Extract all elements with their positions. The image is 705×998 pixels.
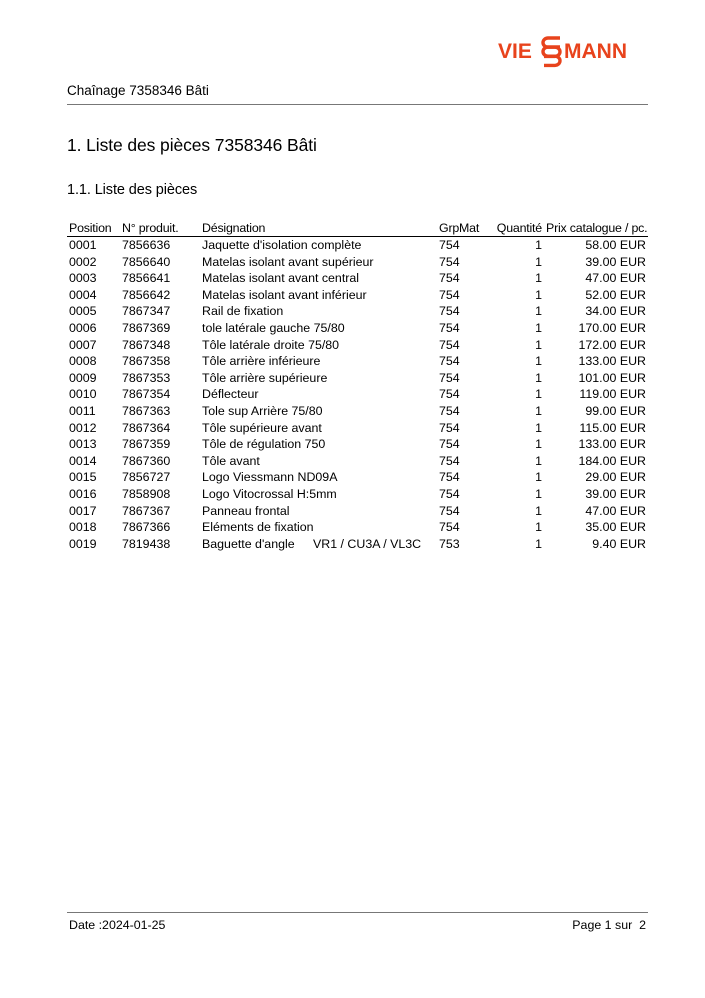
cell-designation: [200, 486, 437, 503]
cell-position: 0018: [69, 520, 97, 535]
cell-price: 184.00 EUR: [578, 453, 646, 468]
cell-designation: [200, 353, 437, 370]
cell-product-number: 7867366: [122, 520, 171, 535]
designation-text: Tôle avant: [202, 453, 260, 468]
cell-quantity: 1: [535, 520, 542, 535]
cell-price: 170.00 EUR: [578, 320, 646, 335]
cell-designation: [200, 436, 437, 453]
cell-price: 52.00 EUR: [585, 287, 646, 302]
cell-product-number: 7867353: [122, 370, 171, 385]
cell-quantity: 1: [535, 420, 542, 435]
cell-quantity: 1: [535, 370, 542, 385]
table-row: [67, 303, 648, 320]
designation-text: Matelas isolant avant inférieur: [202, 287, 367, 302]
cell-designation: [200, 370, 437, 387]
cell-price: 99.00 EUR: [585, 403, 646, 418]
table-row: [67, 519, 648, 536]
cell-quantity: 1: [535, 238, 542, 252]
viessmann-logo: [498, 34, 650, 70]
cell-position: 0014: [69, 453, 97, 468]
cell-product-number: 7856727: [122, 470, 171, 485]
designation-text: Tole sup Arrière 75/80: [202, 403, 323, 418]
cell-position: 0019: [69, 536, 97, 551]
table-row: [67, 536, 648, 553]
cell-material-group: 754: [439, 520, 460, 535]
cell-product-number: 7867359: [122, 437, 171, 452]
page-title: 1. Liste des pièces 7358346 Bâti: [67, 135, 317, 155]
table-row: [67, 287, 648, 304]
designation-text: Tôle de régulation 750: [202, 437, 326, 452]
table-row: [67, 486, 648, 503]
footer-date: Date :2024-01-25: [69, 918, 166, 932]
table-row: [67, 370, 648, 387]
header-divider: [67, 104, 648, 105]
cell-position: 0005: [69, 304, 97, 319]
designation-text: Panneau frontal: [202, 503, 290, 518]
logo-text-left: VIE: [498, 40, 532, 63]
cell-designation: [200, 469, 437, 486]
cell-material-group: 754: [439, 287, 460, 302]
cell-quantity: 1: [535, 337, 542, 352]
cell-position: 0009: [69, 370, 97, 385]
cell-designation: [200, 254, 437, 271]
cell-designation: [200, 320, 437, 337]
column-header-product-number: N° produit.: [120, 221, 200, 237]
cell-quantity: 1: [535, 354, 542, 369]
cell-price: 47.00 EUR: [585, 271, 646, 286]
cell-quantity: 1: [535, 320, 542, 335]
cell-position: 0003: [69, 271, 97, 286]
cell-price: 29.00 EUR: [585, 470, 646, 485]
cell-product-number: 7867358: [122, 354, 171, 369]
cell-product-number: 7867364: [122, 420, 171, 435]
cell-designation: [200, 386, 437, 403]
cell-product-number: 7867354: [122, 387, 171, 402]
cell-quantity: 1: [535, 437, 542, 452]
cell-material-group: 754: [439, 403, 460, 418]
cell-material-group: 754: [439, 387, 460, 402]
cell-quantity: 1: [535, 287, 542, 302]
cell-position: 0010: [69, 387, 97, 402]
cell-material-group: 754: [439, 420, 460, 435]
cell-material-group: 754: [439, 304, 460, 319]
cell-product-number: 7867367: [122, 503, 171, 518]
cell-product-number: 7867360: [122, 453, 171, 468]
cell-designation: [200, 420, 437, 437]
cell-material-group: 754: [439, 337, 460, 352]
cell-material-group: 754: [439, 453, 460, 468]
table-row: [67, 320, 648, 337]
table-row: [67, 420, 648, 437]
cell-position: 0015: [69, 470, 97, 485]
cell-price: 35.00 EUR: [585, 520, 646, 535]
cell-position: 0012: [69, 420, 97, 435]
column-header-designation: Désignation: [200, 221, 437, 237]
designation-text: Tôle supérieure avant: [202, 420, 322, 435]
designation-text: Logo Vitocrossal H:5mm: [202, 486, 337, 501]
cell-designation: [200, 237, 437, 254]
cell-material-group: 754: [439, 254, 460, 269]
cell-designation: [200, 270, 437, 287]
cell-product-number: 7856640: [122, 254, 171, 269]
cell-quantity: 1: [535, 486, 542, 501]
designation-text: Tôle latérale droite 75/80: [202, 337, 340, 352]
cell-price: 172.00 EUR: [578, 337, 646, 352]
cell-designation: [200, 403, 437, 420]
cell-price: 101.00 EUR: [578, 370, 646, 385]
cell-price: 133.00 EUR: [578, 354, 646, 369]
cell-position: 0006: [69, 320, 97, 335]
cell-designation: [200, 303, 437, 320]
cell-product-number: 7867348: [122, 337, 171, 352]
designation-text: Matelas isolant avant supérieur: [202, 254, 374, 269]
cell-designation: [200, 287, 437, 304]
cell-product-number: 7856641: [122, 271, 171, 286]
cell-position: 0017: [69, 503, 97, 518]
table-row: [67, 386, 648, 403]
cell-material-group: 754: [439, 437, 460, 452]
cell-product-number: 7819438: [122, 536, 171, 551]
cell-price: 115.00 EUR: [579, 420, 646, 435]
cell-designation: [200, 503, 437, 520]
designation-text: Tôle arrière inférieure: [202, 354, 321, 369]
column-header-catalogue-price: Prix catalogue / pc.: [546, 221, 648, 235]
cell-material-group: 754: [439, 370, 460, 385]
cell-price: 39.00 EUR: [585, 254, 646, 269]
cell-product-number: 7856642: [122, 287, 171, 302]
cell-quantity: 1: [535, 271, 542, 286]
cell-quantity: 1: [535, 536, 542, 551]
cell-price: 34.00 EUR: [585, 304, 646, 319]
designation-text: Baguette d'angle: [202, 536, 295, 551]
cell-product-number: 7867369: [122, 320, 171, 335]
designation-text: Matelas isolant avant central: [202, 271, 360, 286]
table-row: [67, 453, 648, 470]
parts-table-body: [67, 237, 648, 553]
cell-designation: [200, 453, 437, 470]
cell-designation: [200, 519, 437, 536]
cell-position: 0016: [69, 486, 97, 501]
logo-text-right: MANN: [564, 40, 627, 63]
table-row: [67, 403, 648, 420]
table-row: [67, 469, 648, 486]
cell-product-number: 7858908: [122, 486, 171, 501]
cell-position: 0007: [69, 337, 97, 352]
column-header-position: Position: [67, 221, 120, 237]
footer-divider: [67, 912, 648, 913]
cell-material-group: 754: [439, 320, 460, 335]
table-row: [67, 237, 648, 254]
cell-price: 119.00 EUR: [579, 387, 646, 402]
designation-text: tole latérale gauche 75/80: [202, 320, 345, 335]
cell-quantity: 1: [535, 503, 542, 518]
cell-position: 0002: [69, 254, 97, 269]
table-row: [67, 254, 648, 271]
cell-quantity: 1: [535, 254, 542, 269]
table-row: [67, 337, 648, 354]
designation-text: Eléments de fixation: [202, 520, 314, 535]
column-header-quantity: Quantité: [492, 221, 544, 237]
section-title: 1.1. Liste des pièces: [67, 182, 198, 198]
cell-material-group: 754: [439, 503, 460, 518]
cell-position: 0013: [69, 437, 97, 452]
table-row: [67, 353, 648, 370]
cell-product-number: 7867363: [122, 403, 171, 418]
cell-material-group: 754: [439, 238, 460, 252]
cell-position: 0011: [69, 403, 96, 418]
cell-price: 58.00 EUR: [585, 238, 646, 252]
cell-material-group: 753: [439, 536, 460, 551]
designation-text: Jaquette d'isolation complète: [202, 238, 362, 252]
column-header-material-group: GrpMat: [437, 221, 492, 237]
cell-quantity: 1: [535, 304, 542, 319]
table-header-row: [67, 221, 648, 237]
designation-text: Logo Viessmann ND09A: [202, 470, 338, 485]
cell-position: 0004: [69, 287, 97, 302]
designation-text: Tôle arrière supérieure: [202, 370, 328, 385]
document-header-title: Chaînage 7358346 Bâti: [67, 83, 209, 98]
cell-price: 9.40 EUR: [592, 536, 646, 551]
designation-variant-text: VR1 / CU3A / VL3C: [313, 536, 422, 551]
footer-page-number: Page 1 sur 2: [572, 918, 646, 932]
cell-position: 0008: [69, 354, 97, 369]
cell-material-group: 754: [439, 470, 460, 485]
cell-product-number: 7867347: [122, 304, 171, 319]
cell-material-group: 754: [439, 271, 460, 286]
table-row: [67, 270, 648, 287]
cell-product-number: 7856636: [122, 238, 171, 252]
cell-position: 0001: [69, 238, 97, 252]
table-row: [67, 503, 648, 520]
cell-quantity: 1: [535, 403, 542, 418]
cell-price: 133.00 EUR: [578, 437, 646, 452]
cell-quantity: 1: [535, 387, 542, 402]
cell-price: 47.00 EUR: [585, 503, 646, 518]
cell-price: 39.00 EUR: [585, 486, 646, 501]
parts-table: [67, 221, 648, 552]
designation-text: Déflecteur: [202, 387, 259, 402]
cell-designation: [200, 337, 437, 354]
cell-designation: [200, 536, 437, 553]
cell-material-group: 754: [439, 354, 460, 369]
logo-double-s-mark: [543, 38, 560, 65]
cell-quantity: 1: [535, 453, 542, 468]
table-row: [67, 436, 648, 453]
cell-material-group: 754: [439, 486, 460, 501]
cell-quantity: 1: [535, 470, 542, 485]
designation-text: Rail de fixation: [202, 304, 284, 319]
